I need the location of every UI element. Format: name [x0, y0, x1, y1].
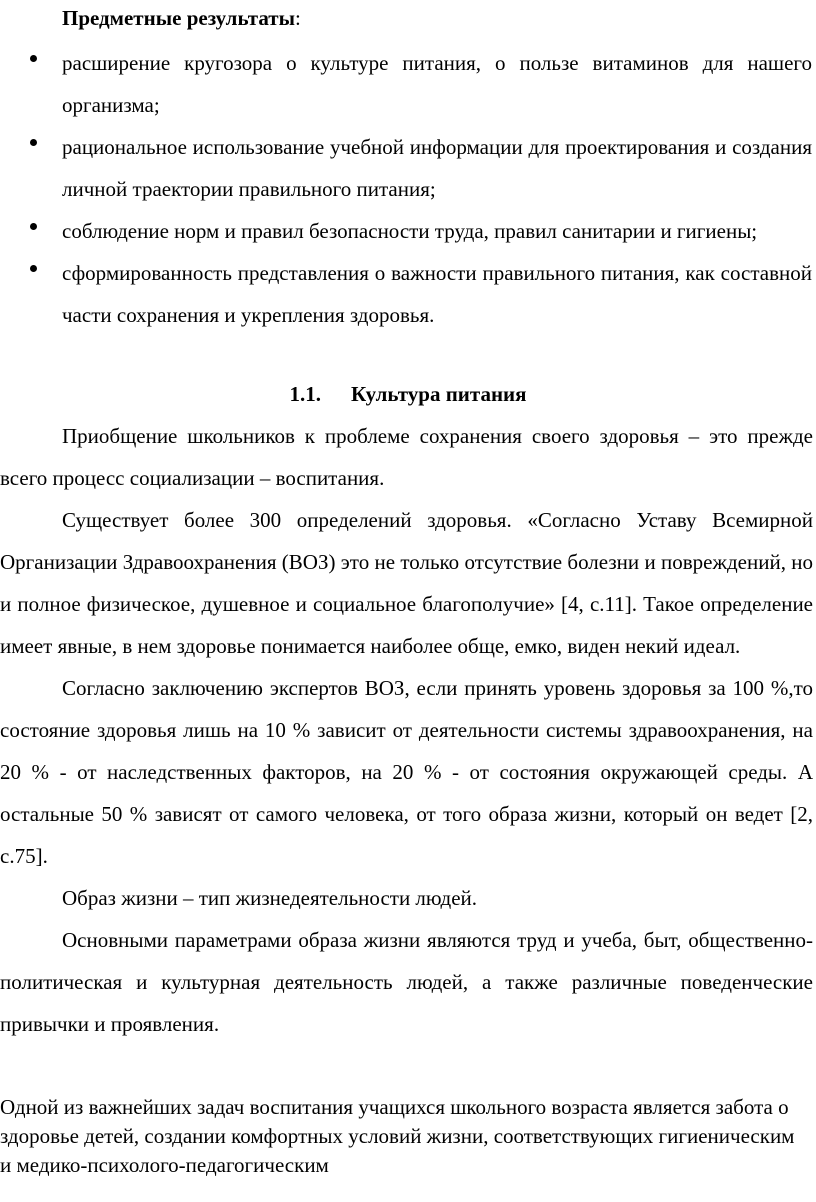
bullet-text: сформированность представления о важности правильного питания, как составной части сохранения и укрепления здоровья. [62, 261, 812, 327]
bullet-text: рациональное использование учебной информации для проектирования и создания личной траектории правильного питания; [62, 135, 812, 201]
section-heading [0, 373, 816, 415]
section-title-text: Культура питания [350, 382, 527, 406]
bullet-icon [30, 223, 37, 230]
paragraph: Основными параметрами образа жизни являются труд и учеба, быт, общественно-политическая и культурная деятельность людей, а также различные поведенческие привычки и проявления. [0, 928, 813, 1036]
paragraph: Существует более 300 определений здоровья. «Согласно Уставу Всемирной Организации Здравоохранения (ВОЗ) это не только отсутствие болезни и повреждений, но и полное физическое, душевное и социальное благополучие» [4, с.11]. Такое определение имеет явные, в нем здоровье понимается наиболее обще, емко, виден некий идеал. [0, 508, 813, 658]
bullet-icon [30, 55, 37, 62]
subject-results-heading [62, 3, 301, 33]
body-text [0, 415, 813, 1045]
paragraph: Образ жизни – тип жизнедеятельности людей. [62, 886, 478, 910]
heading-colon: : [295, 6, 301, 30]
bullet-item [0, 210, 816, 252]
closing-paragraph: Одной из важнейших задач воспитания учащихся школьного возраста является забота о здоровье детей, создании комфортных условий жизни, соответствующих гигиеническим и медико-психолого-педагогическим [0, 1095, 795, 1177]
paragraph: Согласно заключению экспертов ВОЗ, если принять уровень здоровья за 100 %,то состояние здоровья лишь на 10 % зависит от деятельности системы здравоохранения, на 20 % - от наследственных факторов, на 20 % - от состояния окружающей среды. А остальные 50 % зависят от самого человека, от того образа жизни, который он ведет [2, с.75]. [0, 676, 813, 868]
paragraph: Приобщение школьников к проблеме сохранения своего здоровья – это прежде всего процесс социализации – воспитания. [0, 424, 813, 490]
bullet-item [0, 126, 816, 210]
section-number: 1.1. [289, 382, 321, 406]
bullet-icon [30, 265, 37, 272]
heading-label: Предметные результаты [62, 6, 295, 30]
bullet-icon [30, 139, 37, 146]
bullet-item [0, 42, 816, 126]
bullet-text: расширение кругозора о культуре питания, о пользе витаминов для нашего организма; [62, 51, 812, 117]
bullet-text: соблюдение норм и правил безопасности труда, правил санитарии и гигиены; [62, 219, 758, 243]
bullet-item [0, 252, 816, 336]
results-bullet-list [0, 42, 816, 336]
